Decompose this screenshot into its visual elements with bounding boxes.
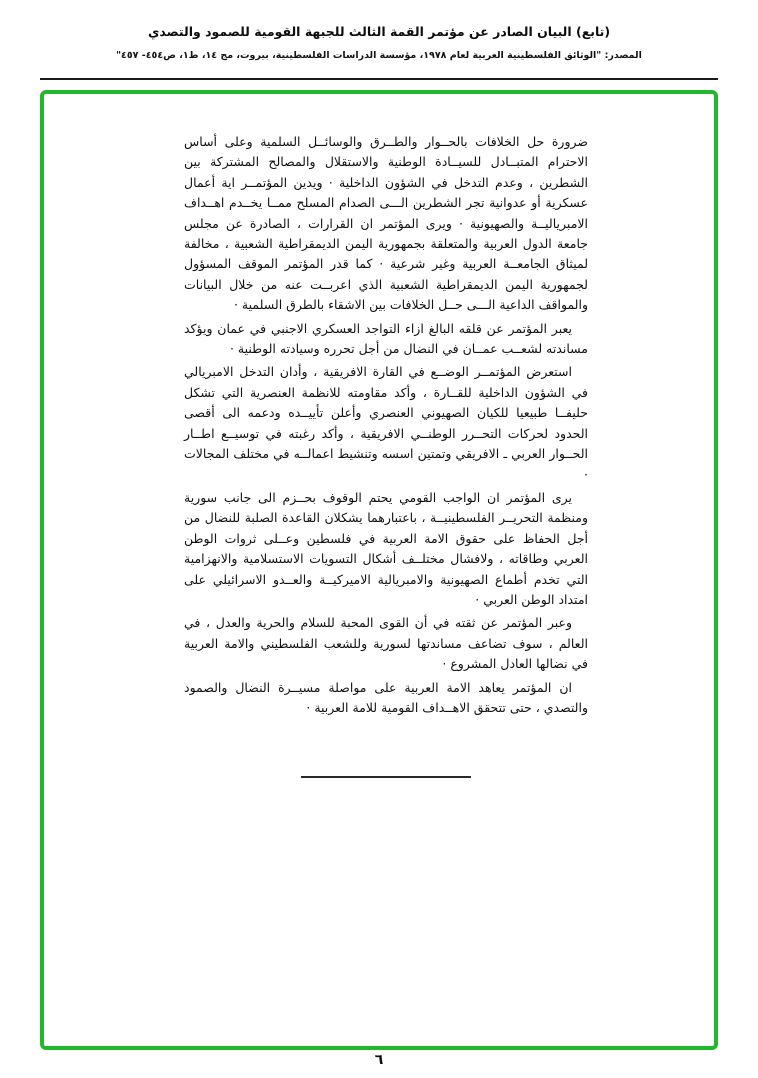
paragraph: يعبر المؤتمر عن قلقه البالغ ازاء التواجد العسكري الاجنبي في عمان ويؤكد مساندته لشعــب عمــان في النضال من أجل تحرره وسيادته الوطنية · [184, 320, 588, 357]
paragraph: يرى المؤتمر ان الواجب القومي يحتم الوقوف بحــزم الى جانب سورية ومنظمة التحريــر الفلسطينيــة ، باعتبارهما يشكلان القاعدة الصلبة للنضال من أجل الحفاظ على حقوق الامة العربية في فلسطين وعــلى ثروات الوطن العربي وطاقاته ، ولافشال مختلــف أشكال التسويات الاستسلامية والانهزامية التي تخدم أطماع الصهيونية والامبريالية الاميركيــة والعــدو الاسرائيلي على امتداد الوطن العربي · [184, 489, 588, 607]
paragraph: ضرورة حل الخلافات بالحــوار والطــرق والوسائــل السلمية وعلى أساس الاحترام المتبــادل للسيــادة الوطنية والاستقلال والمصالح المشتركة بين الشطرين ، وعدم التدخل في الشؤون الداخلية · ويدين المؤتمــر اية أعمال عسكرية أو عدوانية تجر الشطرين الـــى الصدام المسلح ممــا يخــدم اهــداف الامبرياليــة والصهيونية · ويرى المؤتمر ان القرارات ، الصادرة عن مجلس جامعة الدول العربية والمتعلقة بجمهورية اليمن الديمقراطية الشعبية ، مخالفة لميثاق الجامعــة العربية وغير شرعية · كما قدر المؤتمر الموقف المسؤول لجمهورية اليمن الديمقراطية الشعبية الذي اعربــت عنه من خلال البيانات والمواقف الداعية الـــى حــل الخلافات بين الاشقاء بالطرق السلمية · [184, 134, 588, 313]
header-divider [40, 78, 718, 80]
page-header [0, 24, 758, 61]
paragraph: وعبر المؤتمر عن ثقته في أن القوى المحبة للسلام والحرية والعدل ، في العالم ، سوف تضاعف مساندتها لسورية وللشعب الفلسطيني والامة العربية في نضالها العادل المشروع · [184, 615, 588, 672]
end-of-text-divider [301, 776, 471, 778]
document-title: (تابع) البيان الصادر عن مؤتمر القمة الثالث للجبهة القومية للصمود والتصدي [147, 24, 611, 39]
page-number: ٦ [374, 1052, 384, 1068]
document-body [184, 132, 588, 778]
paragraph: استعرض المؤتمــر الوضــع في القارة الافريقية ، وأدان التدخل الامبريالي في الشؤون الداخلية للقــارة ، وأكد مقاومته للانظمة العنصرية التي تشكل حليفــا طبيعيا للكيان الصهيوني العنصري وأعلن تأييــده ودعمه الى أقصى الحدود لحركات التحــرر الوطنــي الافريقية ، وأكد رغبته في توسيــع اطــار الحــوار العربي ـ الافريقي وتمتين اسسه وتنشيط اعمالــه في مختلف المجالات · [184, 364, 588, 482]
paragraph: ان المؤتمر يعاهد الامة العربية على مواصلة مسيــرة النضال والصمود والتصدي ، حتى تتحقق الاهــداف القومية للامة العربية · [184, 679, 588, 715]
document-source-line: المصدر: "الوثائق الفلسطينية العربية لعام ١٩٧٨، مؤسسة الدراسات الفلسطينية، بيروت، مج ١٤، ط١، ص٤٥٤- ٤٥٧" [116, 50, 642, 61]
green-document-frame [40, 90, 718, 1050]
